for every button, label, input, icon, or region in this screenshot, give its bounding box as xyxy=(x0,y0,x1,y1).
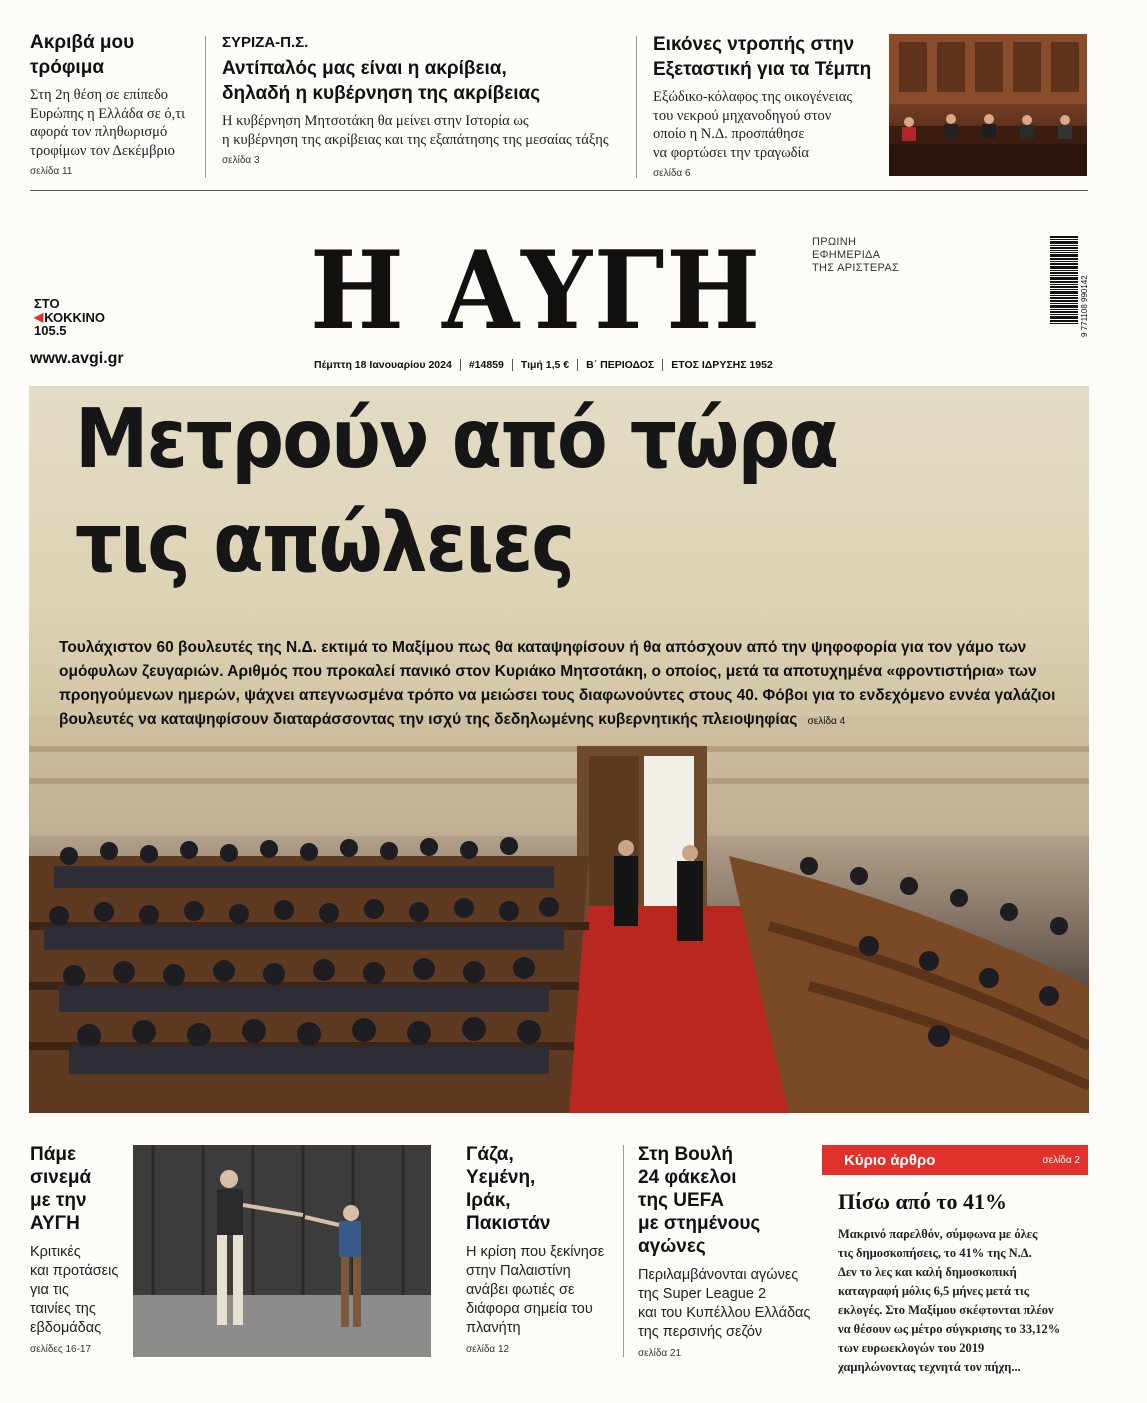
website-link[interactable]: www.avgi.gr xyxy=(30,350,124,367)
barcode-number: 9 771108 990142 xyxy=(1080,275,1089,337)
teaser-headline: Αντίπαλός μας είναι η ακρίβεια, δηλαδή η κυβέρνηση της ακρίβειας xyxy=(222,58,541,104)
top-divider xyxy=(30,190,1088,191)
teaser-food-prices[interactable] xyxy=(30,30,195,177)
radio-logo[interactable] xyxy=(34,298,105,337)
page-ref: σελίδα 2 xyxy=(1042,1154,1080,1166)
editorial-title: Πίσω από το 41% xyxy=(838,1189,1007,1214)
cinema-teaser[interactable] xyxy=(30,1143,125,1355)
teaser-headline: Ακριβά μου τρόφιμα xyxy=(30,32,135,78)
issue-date: Πέμπτη 18 Ιανουαρίου 2024 xyxy=(306,359,461,371)
teaser-body: Εξώδικο-κόλαφος της οικογένειας του νεκρού μηχανοδηγού στον οποίο η Ν.Δ. προσπάθησε να φορτώσει την τραγωδία xyxy=(653,89,853,161)
editorial-header xyxy=(822,1145,1088,1175)
teaser-body: Στη 2η θέση σε επίπεδο Ευρώπης η Ελλάδα σε ό,τι αφορά τον πληθωρισμό τροφίμων τον Δεκέμβριο xyxy=(30,87,185,159)
masthead xyxy=(310,228,805,354)
page-ref: σελίδες 16-17 xyxy=(30,1344,92,1355)
hero-lead: Τουλάχιστον 60 βουλευτές της Ν.Δ. εκτιμά το Μαξίμου πως θα καταψηφίσουν ή θα απόσχουν από την ψηφοφορία για τον γάμο των ομόφυλων ζευγαριών. Αριθμός που προκαλεί πανικό στον Κυριάκο Μητσοτάκη, ο οποίος, μετά τα αποτυχημένα «φροντιστήρια» των προηγούμενων ημερών, ψάχνει απεγνωσμένα τρόπο να μειώσει τους διαφωνούντες στους 40. Φόβοι για το ενδεχόμενο εννέα γαλάζιοι βουλευτές να καταψηφίσουν διαταράσσοντας την ισχύ της δεδηλωμένης κυβερνητικής πλειοψηφίας σελίδα 4 xyxy=(59,639,1056,728)
world-headline: Γάζα, Υεμένη, Ιράκ, Πακιστάν xyxy=(466,1144,551,1234)
radio-name: ◀ ΚΟΚΚΙΝΟ xyxy=(34,310,106,325)
sports-body: Περιλαμβάνονται αγώνες της Super League 2 και του Κυπέλλου Ελλάδας της περσινής σεζόν xyxy=(638,1267,811,1340)
teaser-syriza[interactable] xyxy=(222,34,627,166)
editorial-body: Μακρινό παρελθόν, σύμφωνα με όλες τις δημοσκοπήσεις, το 41% της Ν.Δ. Δεν το λες και καλή δημοσκοπική καταγραφή μόλις 6,5 μήνες μετά τις εκλογές. Στο Μαξίμου σκέφτονται πλέον να θέσουν ως μέτρο σύγκρισης το 33,12% των ευρωεκλογών του 2019 χαμηλώνοντας τεχνητά τον πήχη... xyxy=(838,1227,1061,1374)
page-ref: σελίδα 6 xyxy=(653,168,691,179)
teaser-kicker: ΣΥΡΙΖΑ-Π.Σ. xyxy=(222,34,309,51)
cinema-headline: Πάμε σινεμά με την ΑΥΓΗ xyxy=(30,1144,92,1234)
page-ref: σελίδα 12 xyxy=(466,1344,510,1355)
page-ref: σελίδα 3 xyxy=(222,155,260,166)
editorial-label: Κύριο άρθρο xyxy=(844,1151,936,1169)
newspaper-title: Η ΑΥΓΗ xyxy=(310,228,762,354)
teaser-body: Η κυβέρνηση Μητσοτάκη θα μείνει στην Ιστορία ως η κυβέρνηση της ακρίβειας και της εξαπάτησης της μεσαίας τάξης xyxy=(222,113,609,148)
committee-photo[interactable] xyxy=(889,34,1087,176)
radio-frequency: 105.5 xyxy=(34,323,67,338)
radio-arrow-icon: ◀ xyxy=(34,310,44,324)
barcode xyxy=(1050,236,1090,376)
tagline: ΠΡΩΙΝΗ ΕΦΗΜΕΡΙΔΑ ΤΗΣ ΑΡΙΣΤΕΡΑΣ xyxy=(812,236,900,274)
radio-label: ΣΤΟ xyxy=(34,296,60,311)
hero-photo[interactable] xyxy=(29,386,1089,1113)
editorial-box[interactable] xyxy=(822,1145,1088,1377)
hero-lead-bold: Τουλάχιστον 60 βουλευτές της Ν.Δ. xyxy=(59,639,317,656)
issue-period: Β΄ ΠΕΡΙΟΔΟΣ xyxy=(578,359,663,371)
committee-photo-art xyxy=(889,34,1087,176)
divider xyxy=(623,1145,624,1357)
issue-founded: ΕΤΟΣ ΙΔΡΥΣΗΣ 1952 xyxy=(671,359,773,371)
issue-price: Τιμή 1,5 € xyxy=(513,359,578,371)
issue-info xyxy=(306,359,781,371)
divider xyxy=(205,36,206,178)
film-still-photo[interactable] xyxy=(133,1145,431,1357)
hero-headline: Μετρούν από τώρα τις απώλειες xyxy=(75,392,838,591)
world-teaser[interactable] xyxy=(466,1143,616,1355)
cinema-body: Κριτικές και προτάσεις για τις ταινίες της εβδομάδας xyxy=(30,1244,119,1336)
divider xyxy=(636,36,637,178)
page-ref: σελίδα 11 xyxy=(30,166,73,177)
sports-teaser[interactable] xyxy=(638,1143,813,1359)
teaser-headline: Εικόνες ντροπής στην Εξεταστική για τα Τέμπη xyxy=(653,34,872,80)
sports-headline: Στη Βουλή 24 φάκελοι της UEFA με στημένους αγώνες xyxy=(638,1144,761,1257)
page-ref: σελίδα 21 xyxy=(638,1348,682,1359)
issue-number: #14859 xyxy=(461,359,513,371)
page-ref: σελίδα 4 xyxy=(807,716,846,727)
teaser-tempi[interactable] xyxy=(653,32,883,179)
film-still-art xyxy=(133,1145,431,1357)
world-body: Η κρίση που ξεκίνησε στην Παλαιστίνη ανάβει φωτιές σε διάφορα σημεία του πλανήτη xyxy=(466,1244,605,1336)
